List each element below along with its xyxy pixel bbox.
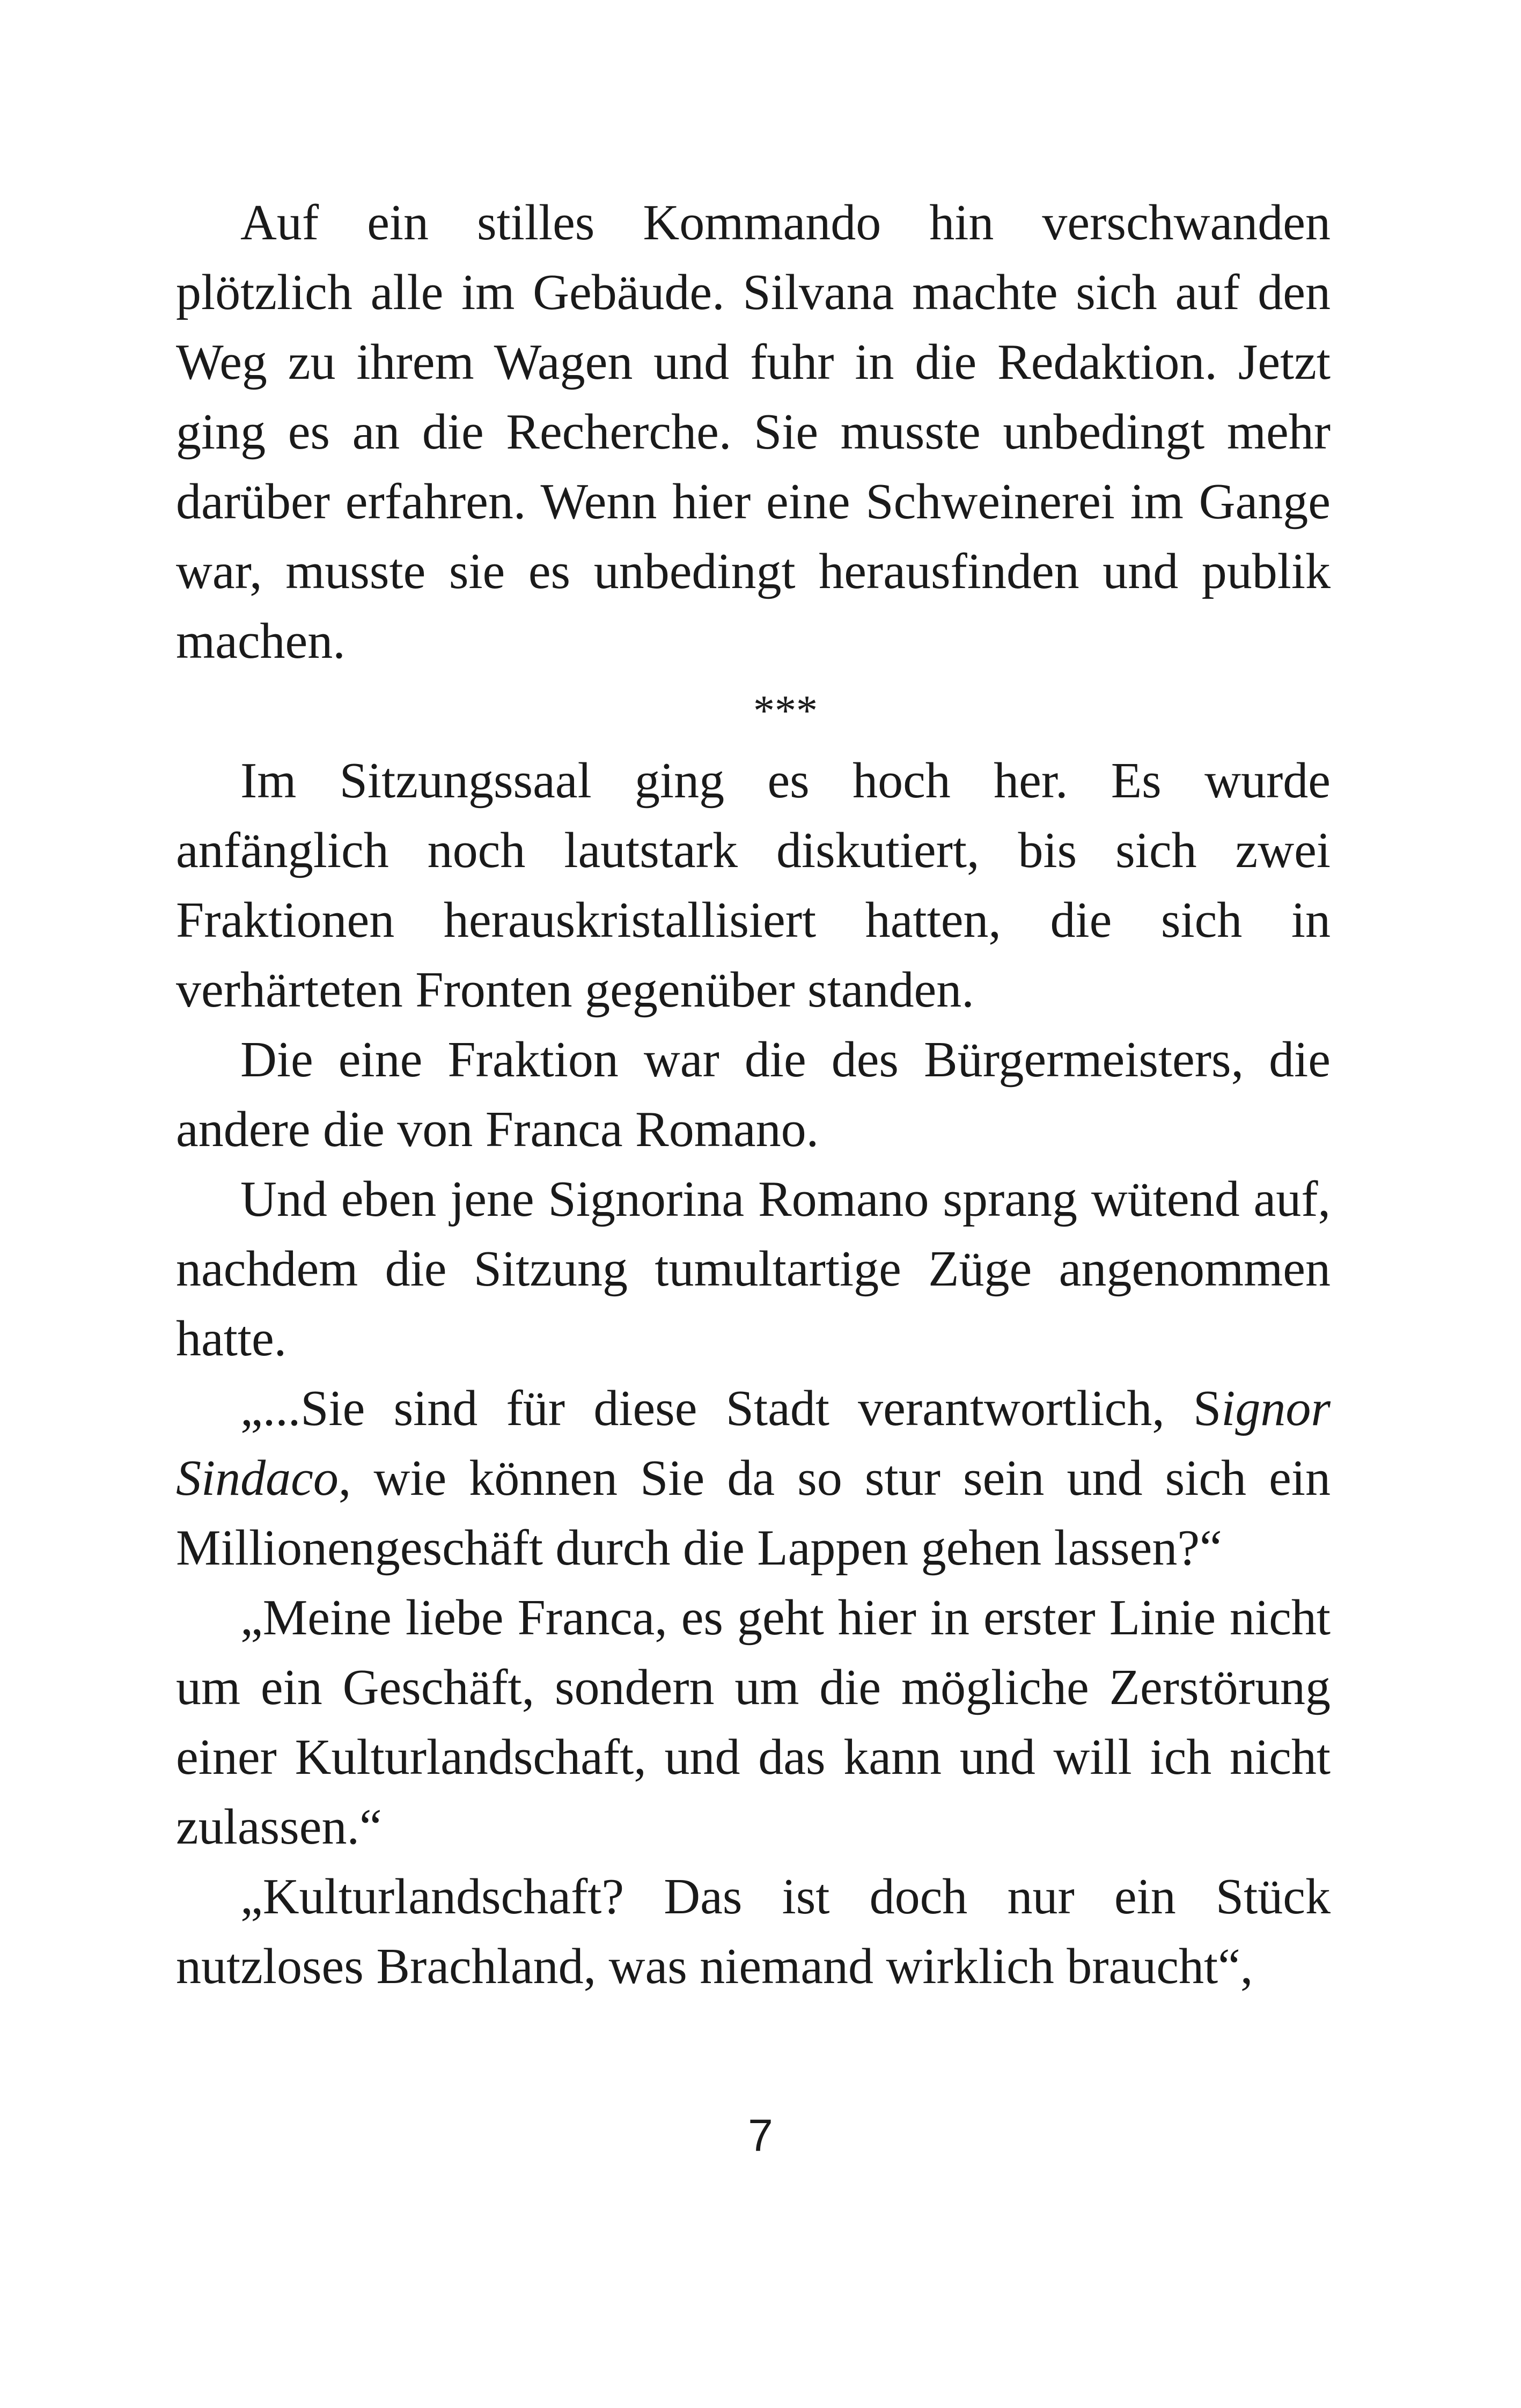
paragraph: Und eben jene Signorina Romano sprang wütend auf, nachdem die Sitzung tumultartige Züge angenommen hatte. xyxy=(176,1171,1331,1367)
paragraph: Auf ein stilles Kommando hin verschwanden plötzlich alle im Gebäude. Silvana machte sich auf den Weg zu ihrem Wagen und fuhr in die Redaktion. Jetzt ging es an die Recherche. Sie musste unbedingt mehr darüber erfahren. Wenn hier eine Schweinerei im Gange war, musste sie es unbedingt herausfinden und publik machen. xyxy=(176,195,1331,669)
body-text xyxy=(176,188,1331,2001)
quote-text-italic: ignor Sindaco xyxy=(176,1381,1331,1506)
paragraph-quote xyxy=(176,1374,1331,1583)
quote-text-end: , wie können Sie da so stur sein und sich ein Millionengeschäft durch die Lappen gehen lassen?“ xyxy=(176,1450,1331,1576)
paragraph: „Meine liebe Franca, es geht hier in erster Linie nicht um ein Geschäft, sondern um die mögliche Zerstörung einer Kulturlandschaft, und das kann und will ich nicht zulassen.“ xyxy=(176,1590,1331,1855)
section-break: *** xyxy=(753,687,818,735)
paragraph: „Kulturlandschaft? Das ist doch nur ein Stück nutzloses Brachland, was niemand wirklich braucht“, xyxy=(176,1869,1331,1994)
page-number: 7 xyxy=(748,2110,773,2161)
paragraph: Die eine Fraktion war die des Bürgermeisters, die andere die von Franca Romano. xyxy=(176,1032,1331,1157)
paragraph: Im Sitzungssaal ging es hoch her. Es wurde anfänglich noch lautstark diskutiert, bis sich zwei Fraktionen herauskristallisiert hatten, die sich in verhärteten Fronten gegenüber standen. xyxy=(176,753,1331,1018)
quote-text-start: „...Sie sind für diese Stadt verantwortlich, S xyxy=(240,1381,1222,1436)
